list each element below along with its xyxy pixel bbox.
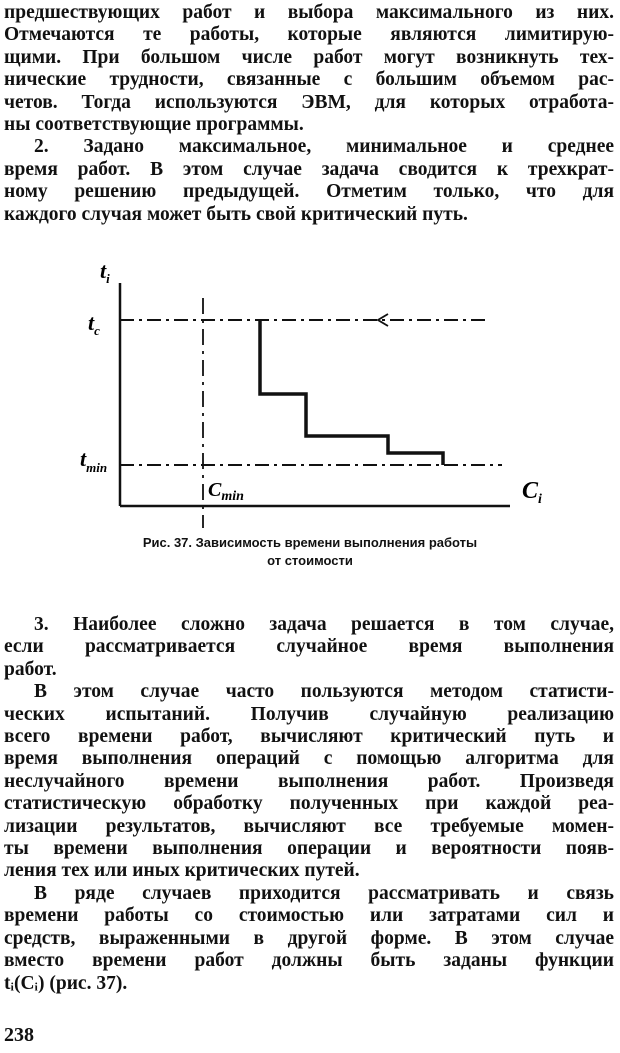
text-line: вместо времени работ должны быть заданы функции — [4, 950, 614, 972]
tmin-label: $t_{min}$ — [80, 446, 108, 475]
text-line: если рассматривается случайное время выполнения — [4, 636, 614, 658]
text-block-top — [4, 2, 614, 226]
text-line: лизации результатов, вычисляют все требуемые момен- — [4, 815, 614, 837]
text-line: В ряде случаев приходится рассматривать и связь — [34, 882, 614, 904]
text-line: неслучайного времени выполнения работ. Произведя — [4, 770, 614, 792]
figure-37 — [70, 258, 560, 533]
text-line: статистическую обработку полученных при каждой реа- — [4, 793, 614, 815]
text-line: нические трудности, связанные с большим объемом рас- — [4, 69, 614, 91]
cmin-label: $C_{min}$ — [208, 479, 244, 504]
text-line: Отмечаются те работы, которые являются лимитирую- — [4, 24, 614, 46]
page-number: 238 — [4, 1024, 34, 1046]
text-line: 2. Задано максимальное, минимальное и среднее — [34, 136, 614, 158]
text-line: средств, выраженными в другой форме. В этом случае — [4, 927, 614, 949]
text-line: ления тех или иных критических путей. — [4, 860, 360, 882]
text-line: всего времени работ, вычисляют критический путь и — [4, 726, 614, 748]
text-line: В этом случае часто пользуются методом статисти- — [34, 681, 614, 703]
caption-line: от стоимости — [267, 553, 353, 568]
text-line: ческих испытаний. Получив случайную реализацию — [4, 703, 614, 725]
text-line: 3. Наиболее сложно задача решается в том случае, — [34, 614, 614, 635]
text-line: время работ. В этом случае задача сводится к трехкрат- — [4, 158, 614, 180]
text-line: ты времени выполнения операции и вероятности появ- — [4, 838, 614, 860]
y-axis-label: $t_i$ — [100, 258, 110, 286]
text-line: времени работы со стоимостью или затратами сил и — [4, 905, 614, 927]
text-line: предшествующих работ и выбора максимального из них. — [4, 2, 614, 23]
figure-caption — [80, 534, 540, 570]
text-line: щими. При большом числе работ могут возникнуть тех- — [4, 46, 614, 68]
text-line: ны соответствующие программы. — [4, 114, 304, 136]
time-cost-diagram — [70, 258, 560, 533]
step-function-curve — [260, 320, 443, 465]
text-line: четов. Тогда используются ЭВМ, для которых отработа- — [4, 91, 614, 113]
text-line: каждого случая может быть свой критический путь. — [4, 203, 468, 225]
text-line: работ. — [4, 658, 57, 680]
tc-label: $t_c$ — [88, 310, 100, 338]
text-line: ному решению предыдущей. Отметим только, что для — [4, 181, 614, 203]
text-line: время выполнения операций с помощью алгоритма для — [4, 748, 614, 770]
text-block-bottom — [4, 614, 614, 995]
caption-line: Рис. 37. Зависимость времени выполнения работы — [142, 535, 478, 550]
text-line: tᵢ(Cᵢ) (рис. 37). — [4, 972, 128, 994]
x-axis-label: $C_i$ — [522, 478, 542, 507]
